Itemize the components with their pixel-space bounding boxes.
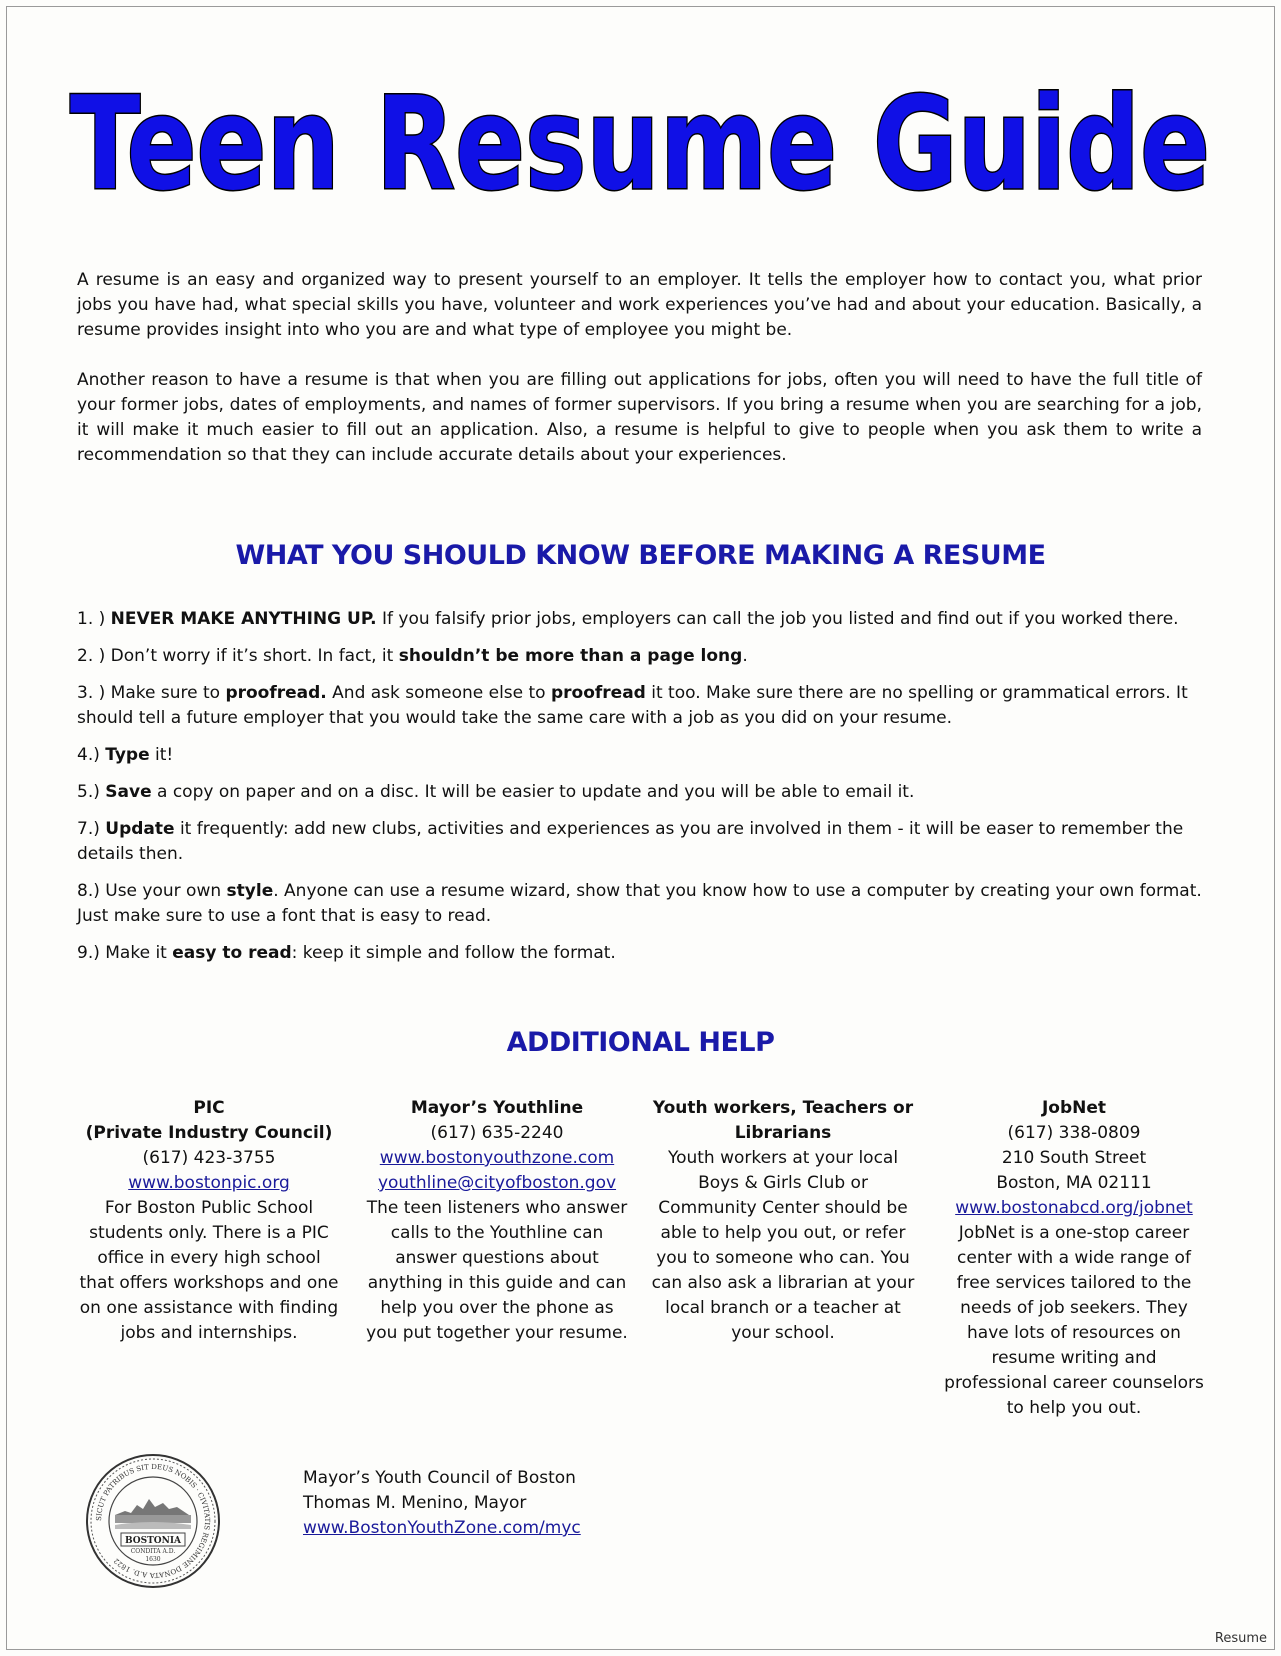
tip-9-pre: 9.) Make it <box>77 943 167 963</box>
pic-link[interactable]: www.bostonpic.org <box>128 1173 290 1193</box>
tip-4-bold: Type <box>105 745 150 765</box>
pic-name: PIC <box>193 1098 225 1118</box>
tip-8 <box>77 879 1212 929</box>
tip-4-num: 4.) <box>77 745 100 765</box>
tip-1-num: 1. ) <box>77 609 106 629</box>
intro-paragraph-2 <box>77 368 1202 468</box>
tip-9-post: : keep it simple and follow the format. <box>291 943 616 963</box>
tip-7 <box>77 817 1212 867</box>
youthline-email-link[interactable]: youthline@cityofboston.gov <box>377 1173 617 1193</box>
jobnet-description: JobNet is a one-stop career center with a wide range of free services tailored to the needs of job seekers. They have lots of resources on resume writing and professional career counselors to help you out. <box>944 1223 1204 1418</box>
seal-name: BOSTONIA <box>124 1536 182 1546</box>
tip-2 <box>77 644 1212 669</box>
tip-1 <box>77 607 1212 632</box>
tip-4-text: it! <box>149 745 174 765</box>
seal-year: 1630 <box>145 1556 161 1563</box>
tip-4 <box>77 743 1212 768</box>
tip-5-bold: Save <box>105 782 152 802</box>
help-heading: ADDITIONAL HELP <box>506 1027 775 1058</box>
intro-text-2: Another reason to have a resume is that when you are filling out applications for jobs, often you will need to have the full title of your former jobs, dates of employments, and names of former supervisors. If you bring a resume when you are searching for a job, it will make it much easier to fill out an application. Also, a resume is helpful to give to people when you ask them to write a recommendation so that they can include accurate details about your experiences. <box>77 370 1202 465</box>
tip-8-pre: 8.) Use your own <box>77 881 222 901</box>
jobnet-street: 210 South Street <box>1001 1148 1147 1168</box>
boston-city-seal <box>85 1453 221 1589</box>
pic-phone: (617) 423-3755 <box>142 1148 276 1168</box>
help-jobnet <box>938 1096 1210 1421</box>
tip-3-mid: And ask someone else to <box>326 683 546 703</box>
tip-5 <box>77 780 1212 805</box>
tip-3-bold: proofread. <box>225 683 327 703</box>
tip-5-num: 5.) <box>77 782 100 802</box>
tip-3-bold-2: proofread <box>550 683 646 703</box>
youthline-name: Mayor’s Youthline <box>410 1098 584 1118</box>
tip-9-bold: easy to read <box>172 943 292 963</box>
tip-2-post: . <box>742 646 748 666</box>
seal-ring-text: SICUT PATRIBUS SIT DEUS NOBIS · CIVITATIS REGIMINE DONATA A.D. 1822 <box>94 1462 212 1580</box>
tip-2-bold: shouldn’t be more than a page long <box>398 646 743 666</box>
footer-mayor: Thomas M. Menino, Mayor <box>303 1493 527 1513</box>
pic-subtitle: (Private Industry Council) <box>85 1123 333 1143</box>
tip-3 <box>77 681 1212 731</box>
youthline-link[interactable]: www.bostonyouthzone.com <box>379 1148 615 1168</box>
pic-description: For Boston Public School students only. There is a PIC office in every high school that offers workshops and one on one assistance with finding jobs and internships. <box>79 1198 339 1343</box>
tip-5-text: a copy on paper and on a disc. It will be easier to update and you will be able to email it. <box>151 782 915 802</box>
page-title <box>30 30 1251 260</box>
youthline-description: The teen listeners who answer calls to the Youthline can answer questions about anything in this guide and can help you over the phone as you put together your resume. <box>366 1198 628 1343</box>
tip-7-text: it frequently: add new clubs, activities and experiences as you are involved in them - it will be easer to remember the details then. <box>77 819 1184 864</box>
youthline-phone: (617) 635-2240 <box>430 1123 564 1143</box>
tip-7-num: 7.) <box>77 819 100 839</box>
footer-org: Mayor’s Youth Council of Boston <box>303 1468 576 1488</box>
jobnet-phone: (617) 338-0809 <box>1007 1123 1141 1143</box>
intro-paragraph-1 <box>77 268 1202 343</box>
tip-3-pre: 3. ) Make sure to <box>77 683 221 703</box>
seal-founded: CONDITA A.D. <box>130 1548 176 1555</box>
tip-7-bold: Update <box>105 819 175 839</box>
jobnet-link[interactable]: www.bostonabcd.org/jobnet <box>955 1198 1193 1218</box>
tip-8-bold: style <box>226 881 274 901</box>
help-pic <box>78 1096 340 1346</box>
page-title-text: Teen Resume Guide <box>70 70 1210 219</box>
youth-workers-name: Youth workers, Teachers or Librarians <box>652 1098 914 1143</box>
know-heading: WHAT YOU SHOULD KNOW BEFORE MAKING A RESUME <box>235 540 1046 571</box>
jobnet-name: JobNet <box>1041 1098 1107 1118</box>
tip-1-text: If you falsify prior jobs, employers can call the job you listed and find out if you worked there. <box>376 609 1179 629</box>
footer-link[interactable]: www.BostonYouthZone.com/myc <box>303 1518 581 1538</box>
footer-info <box>303 1466 581 1541</box>
city-seal-icon <box>85 1453 221 1589</box>
tip-3-post: it too. Make sure there are no spelling or grammatical errors. It should tell a future employer that you would take the same care with a job as you did on your resume. <box>77 683 1188 728</box>
tip-1-bold: NEVER MAKE ANYTHING UP. <box>110 609 377 629</box>
tip-9 <box>77 941 1212 966</box>
corner-caption: Resume <box>1214 1631 1267 1646</box>
jobnet-city: Boston, MA 02111 <box>996 1173 1152 1193</box>
youth-workers-description: Youth workers at your local Boys & Girls Club or Community Center should be able to help you out, or refer you to someone who can. You can also ask a librarian at your local branch or a teacher at your school. <box>651 1148 915 1343</box>
help-youth-workers <box>648 1096 918 1346</box>
tips-list <box>77 607 1212 978</box>
tip-2-pre: 2. ) Don’t worry if it’s short. In fact, it <box>77 646 394 666</box>
tip-8-post: . Anyone can use a resume wizard, show that you know how to use a computer by creating your own format. Just make sure to use a font that is easy to read. <box>77 881 1202 926</box>
help-youthline <box>363 1096 631 1346</box>
intro-text-1: A resume is an easy and organized way to present yourself to an employer. It tells the employer how to contact you, what prior jobs you have had, what special skills you have, volunteer and work experiences you’ve had and about your education. Basically, a resume provides insight into who you are and what type of employee you might be. <box>77 270 1202 340</box>
